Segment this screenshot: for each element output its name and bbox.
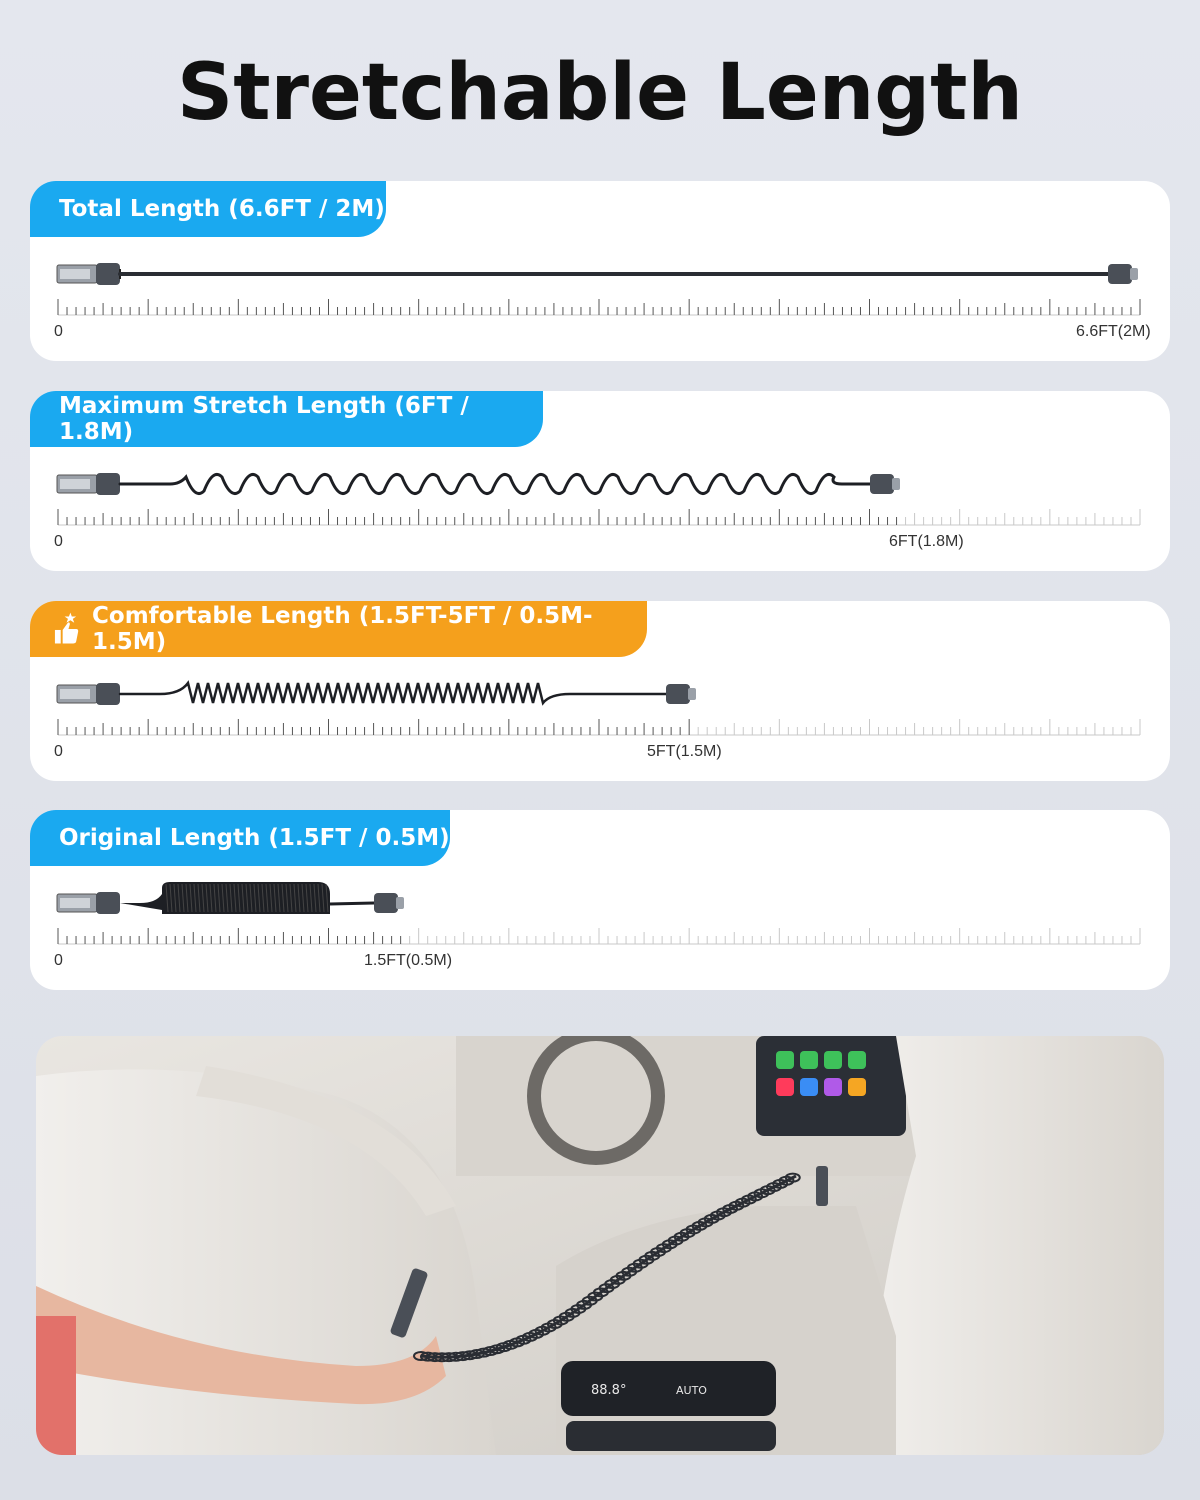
- ruler-start-label: 0: [54, 952, 63, 969]
- ruler-end-label: 5FT(1.5M): [647, 743, 722, 760]
- ruler-start-label: 0: [54, 533, 63, 550]
- ruler-end-label: 6FT(1.8M): [889, 533, 964, 550]
- badge-total-length: [30, 181, 386, 237]
- badge-original-length: [30, 810, 450, 866]
- ruler-end-label: 6.6FT(2M): [1076, 323, 1151, 340]
- climate-readout: 88.8°: [591, 1383, 627, 1398]
- car-interior-illustration: [36, 1036, 1164, 1455]
- right-seat: [866, 1036, 1164, 1455]
- page-title: Stretchable Length: [177, 48, 1023, 138]
- cable-tail: [330, 903, 374, 904]
- cable-coil: [120, 683, 666, 703]
- ruler: [30, 293, 1170, 319]
- climate-auto-label: AUTO: [676, 1384, 707, 1397]
- comfortable-coiled-cable: [30, 671, 1170, 711]
- ruler-start-label: 0: [54, 323, 63, 340]
- cable-wave: [120, 474, 870, 493]
- ruler: [30, 713, 1170, 739]
- card-original-length: [30, 810, 1170, 990]
- card-comfortable-length: [30, 601, 1170, 781]
- badge-label: Maximum Stretch Length (6FT / 1.8M): [59, 393, 469, 445]
- card-max-stretch-length: [30, 391, 1170, 571]
- thumbs-up-icon: [53, 612, 80, 646]
- ruler-end-label: 1.5FT(0.5M): [364, 952, 453, 969]
- badge-label: Comfortable Length (1.5FT-5FT / 0.5M-1.5M): [92, 603, 593, 655]
- badge-comfortable-length: [30, 601, 647, 657]
- ruler: [30, 922, 1170, 948]
- badge-max-stretch-length: [30, 391, 543, 447]
- original-coiled-cable: [30, 880, 1170, 920]
- straight-cable: [30, 251, 1170, 291]
- stretched-coiled-cable: [30, 461, 1170, 501]
- badge-label: Total Length (6.6FT / 2M): [59, 196, 385, 222]
- car-port-plug: [816, 1166, 828, 1206]
- sleeve: [36, 1316, 76, 1455]
- center-console: [556, 1206, 896, 1455]
- ruler-start-label: 0: [54, 743, 63, 760]
- card-total-length: [30, 181, 1170, 361]
- car-interior-photo: [36, 1036, 1164, 1455]
- badge-label: Original Length (1.5FT / 0.5M): [59, 825, 450, 851]
- ruler: [30, 503, 1170, 529]
